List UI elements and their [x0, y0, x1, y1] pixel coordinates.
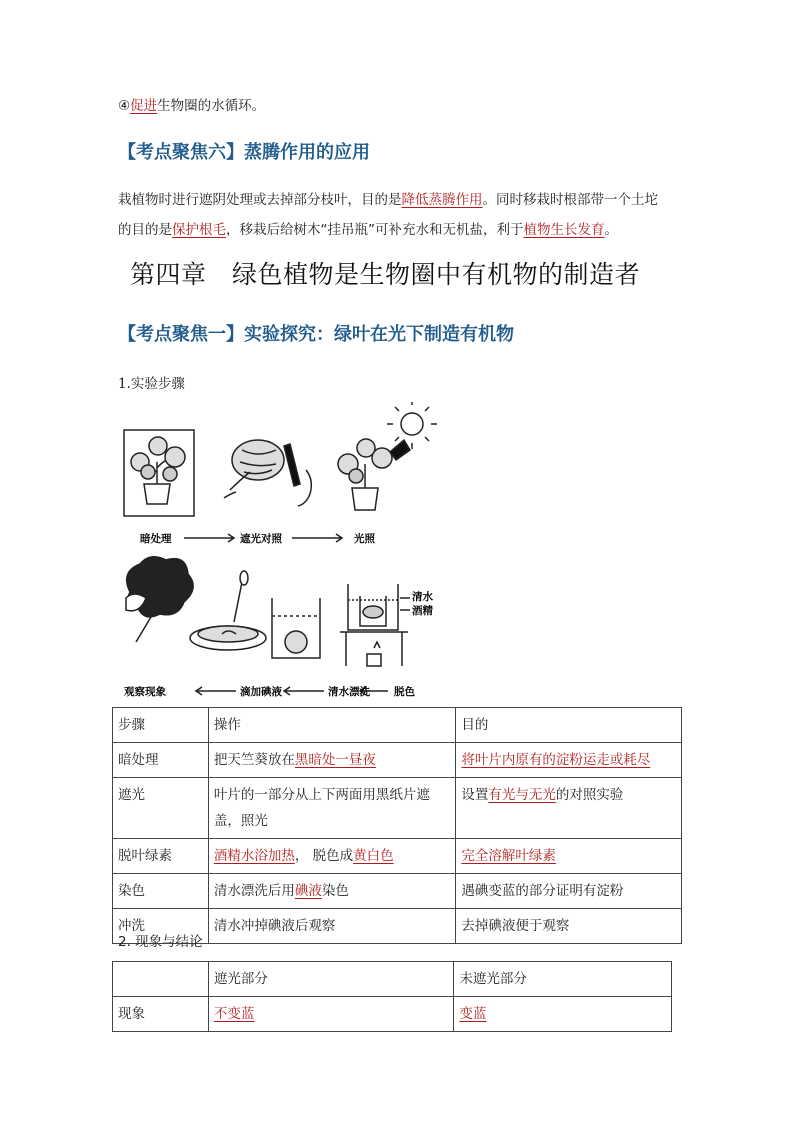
table-header-row	[113, 708, 682, 743]
label-shading: 遮光对照	[240, 533, 282, 545]
table-row: 遮光 叶片的一部分从上下两面用黑纸片遮盖，照光 设置有光与无光的对照实验	[113, 778, 682, 839]
label-iodine: 滴加碘液	[240, 686, 282, 698]
result-header-row	[113, 962, 672, 997]
dark-box-plant	[124, 430, 194, 516]
header-unshaded: 未遮光部分	[454, 962, 672, 997]
section6-paragraph-line2: 的目的是保护根毛，移栽后给树木“挂吊瓶”可补充水和无机盐，利于植物生长发育。	[118, 222, 618, 238]
light-plant	[338, 402, 437, 510]
result-row: 现象 不变蓝 变蓝	[113, 997, 672, 1032]
result-unshaded: 变蓝	[459, 1006, 487, 1022]
leaf-cover-hands	[224, 440, 311, 506]
label-water: 清水	[412, 591, 433, 603]
table-row: 脱叶绿素 酒精水浴加热， 脱色成黄白色 完全溶解叶绿素	[113, 839, 682, 874]
result-shaded: 不变蓝	[213, 1006, 255, 1022]
section6-paragraph-line1: 栽植物时进行遮阴处理或去掉部分枝叶，目的是降低蒸腾作用。同时移栽时根部带一个土坨	[118, 192, 658, 208]
section-heading-1: 【考点聚焦一】实验探究：绿叶在光下制造有机物	[118, 324, 514, 345]
rinse-beaker	[272, 598, 320, 658]
water-cycle-line: ④促进生物圈的水循环。	[118, 98, 266, 114]
steps-table	[112, 707, 682, 944]
experiment-figure	[112, 402, 452, 702]
header-shaded: 遮光部分	[208, 962, 454, 997]
subheading-steps: 1.实验步骤	[118, 376, 185, 392]
table-row: 暗处理 把天竺葵放在黑暗处一昼夜 将叶片内原有的淀粉运走或耗尽	[113, 743, 682, 778]
section-heading-6: 【考点聚焦六】蒸腾作用的应用	[118, 142, 370, 163]
label-observe: 观察现象	[124, 686, 166, 698]
table-row: 冲洗 清水冲掉碘液后观察 去掉碘液便于观察	[113, 909, 682, 944]
stained-leaf	[126, 557, 193, 642]
emph-reduce-transpiration: 降低蒸腾作用	[401, 192, 483, 208]
iodine-dish	[190, 571, 266, 650]
label-dark-treatment: 暗处理	[140, 533, 172, 545]
subheading-phenomena: 2. 现象与结论	[118, 934, 203, 950]
result-table	[112, 961, 672, 1032]
label-alcohol: 酒精	[412, 605, 433, 617]
table-row: 染色 清水漂洗后用碘液染色 遇碘变蓝的部分证明有淀粉	[113, 874, 682, 909]
chapter-title: 第四章 绿色植物是生物圈中有机物的制造者	[130, 260, 641, 289]
header-step: 步骤	[113, 708, 209, 743]
label-light: 光照	[354, 533, 375, 545]
label-rinse: 清水漂洗	[328, 686, 370, 698]
header-operation: 操作	[208, 708, 456, 743]
emph-promote: 促进	[130, 98, 158, 114]
emph-protect-root-hairs: 保护根毛	[172, 222, 226, 238]
header-purpose: 目的	[456, 708, 682, 743]
label-decolorize: 脱色	[394, 686, 415, 698]
water-bath	[340, 584, 410, 666]
emph-plant-growth: 植物生长发育	[523, 222, 605, 238]
